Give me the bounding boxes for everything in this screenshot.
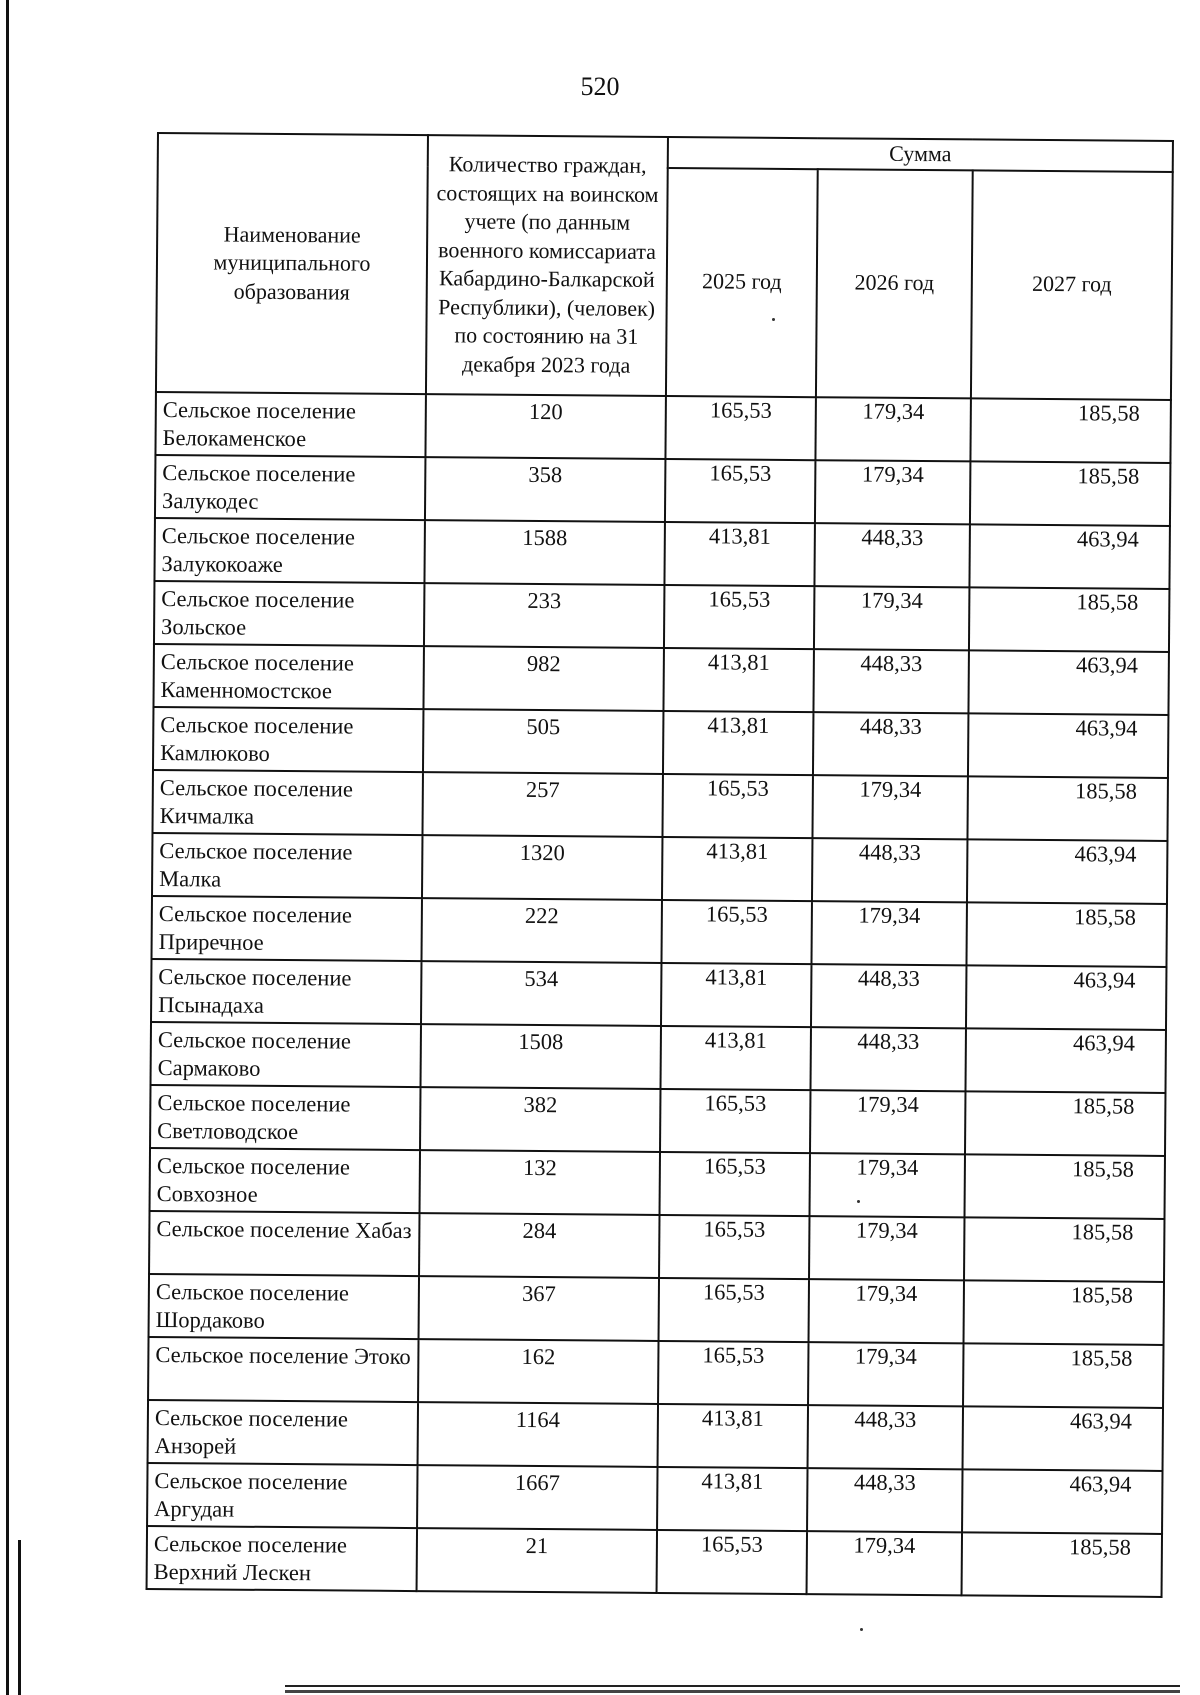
cell-2025: 413,81	[661, 962, 811, 1026]
table-row	[154, 580, 1169, 651]
cell-name: Сельское поселение Светловодское	[150, 1084, 420, 1149]
cell-2026: 179,34	[815, 397, 970, 461]
table-body	[147, 391, 1171, 1596]
cell-count: 257	[422, 772, 662, 837]
cell-count: 982	[423, 646, 663, 711]
header-count: Количество граждан, состоящих на воинском учете (по данным военного комиссариата Кабардино-Балкарской Республики), (человек) по состоянию на 31 декабря 2023 года	[426, 135, 668, 395]
scan-speck	[860, 1628, 863, 1631]
cell-name: Сельское поселение Псынадаха	[151, 958, 421, 1023]
cell-2027: 463,94	[965, 1028, 1166, 1093]
cell-2026: 448,33	[813, 712, 968, 776]
cell-2027: 185,58	[967, 776, 1168, 841]
scan-speck	[857, 1200, 860, 1203]
cell-2025: 165,53	[660, 1151, 810, 1215]
cell-count: 534	[421, 961, 661, 1026]
cell-2026: 448,33	[813, 649, 968, 713]
header-2025: 2025 год	[666, 168, 818, 397]
header-name: Наименование муниципального образования	[156, 133, 428, 394]
cell-name: Сельское поселение Зольское	[154, 580, 424, 645]
cell-2025: 165,53	[661, 899, 811, 963]
cell-name: Сельское поселение Аргудан	[147, 1462, 417, 1527]
data-table	[146, 132, 1174, 1597]
cell-2026: 179,34	[812, 775, 967, 839]
cell-2025: 413,81	[658, 1403, 808, 1467]
cell-name: Сельское поселение Залукодес	[155, 454, 425, 519]
cell-2025: 165,53	[665, 396, 815, 460]
cell-2027: 463,94	[969, 524, 1170, 589]
cell-2025: 165,53	[659, 1214, 809, 1278]
cell-2027: 185,58	[970, 398, 1171, 463]
cell-2026: 179,34	[808, 1342, 963, 1406]
table-row	[147, 1462, 1162, 1533]
cell-2027: 185,58	[962, 1532, 1163, 1597]
cell-2027: 185,58	[965, 1154, 1166, 1219]
cell-count: 284	[419, 1213, 659, 1278]
table-row	[149, 1210, 1164, 1281]
cell-2027: 463,94	[963, 1406, 1164, 1471]
cell-name: Сельское поселение Совхозное	[150, 1147, 420, 1212]
table-row	[152, 769, 1167, 840]
page-number: 520	[580, 72, 620, 101]
cell-2027: 185,58	[964, 1280, 1165, 1345]
table-row	[151, 1021, 1166, 1092]
cell-2026: 179,34	[809, 1279, 964, 1343]
cell-2026: 448,33	[812, 838, 967, 902]
table-row	[150, 1147, 1165, 1218]
cell-2026: 179,34	[815, 460, 970, 524]
cell-2027: 463,94	[967, 839, 1168, 904]
cell-2025: 165,53	[660, 1088, 810, 1152]
cell-2025: 413,81	[662, 836, 812, 900]
page-left-edge-line-lower	[18, 1540, 21, 1695]
cell-count: 120	[425, 394, 665, 459]
cell-2025: 413,81	[661, 1025, 811, 1089]
cell-2026: 179,34	[809, 1216, 964, 1280]
cell-2027: 463,94	[962, 1469, 1163, 1534]
header-2027: 2027 год	[971, 170, 1173, 400]
cell-count: 1508	[421, 1024, 661, 1089]
cell-2026: 179,34	[814, 586, 969, 650]
header-row	[158, 133, 1173, 171]
cell-count: 222	[422, 898, 662, 963]
table-container	[146, 132, 1172, 1597]
cell-2025: 413,81	[663, 647, 813, 711]
cell-count: 505	[423, 709, 663, 774]
cell-2027: 185,58	[963, 1343, 1164, 1408]
cell-name: Сельское поселение Этоко	[148, 1336, 418, 1401]
cell-count: 367	[419, 1276, 659, 1341]
cell-2025: 413,81	[664, 522, 814, 586]
cell-name: Сельское поселение Каменномостское	[153, 643, 423, 708]
table-row	[149, 1273, 1164, 1344]
cell-name: Сельское поселение Малка	[152, 832, 422, 897]
header-2026: 2026 год	[816, 169, 973, 398]
cell-2026: 448,33	[814, 523, 969, 587]
footer-rule	[285, 1685, 1180, 1687]
cell-2026: 448,33	[808, 1405, 963, 1469]
cell-2025: 165,53	[657, 1529, 807, 1593]
cell-count: 358	[425, 457, 665, 522]
cell-name: Сельское поселение Камлюково	[153, 706, 423, 771]
table-row	[148, 1336, 1163, 1407]
table-row	[152, 832, 1167, 903]
table-row	[148, 1399, 1163, 1470]
cell-2026: 179,34	[810, 1153, 965, 1217]
table-row	[155, 454, 1170, 525]
cell-count: 382	[420, 1087, 660, 1152]
cell-2027: 185,58	[965, 1091, 1166, 1156]
cell-2027: 185,58	[964, 1217, 1165, 1282]
cell-name: Сельское поселение Кичмалка	[152, 769, 422, 834]
cell-2027: 185,58	[970, 461, 1171, 526]
table-row	[155, 391, 1170, 462]
cell-name: Сельское поселение Хабаз	[149, 1210, 419, 1275]
cell-2027: 463,94	[968, 650, 1169, 715]
cell-2026: 448,33	[807, 1468, 962, 1532]
cell-count: 132	[420, 1150, 660, 1215]
table-row	[153, 706, 1168, 777]
cell-name: Сельское поселение Шордаково	[149, 1273, 419, 1338]
cell-2025: 165,53	[658, 1340, 808, 1404]
cell-2025: 413,81	[663, 710, 813, 774]
table-row	[153, 643, 1168, 714]
header-sum: Сумма	[668, 137, 1173, 171]
cell-name: Сельское поселение Верхний Лескен	[147, 1525, 417, 1590]
cell-2025: 165,53	[662, 773, 812, 837]
scan-speck	[772, 318, 775, 321]
cell-2027: 463,94	[968, 713, 1169, 778]
cell-2026: 179,34	[811, 901, 966, 965]
footer-rule	[285, 1690, 1180, 1693]
cell-2025: 165,53	[659, 1277, 809, 1341]
cell-2027: 463,94	[966, 965, 1167, 1030]
cell-count: 1164	[418, 1402, 658, 1467]
table-row	[154, 517, 1169, 588]
page-left-edge-line	[6, 0, 9, 1695]
cell-count: 233	[424, 583, 664, 648]
cell-2026: 179,34	[810, 1090, 965, 1154]
table-row	[151, 958, 1166, 1029]
cell-2026: 448,33	[811, 964, 966, 1028]
cell-2025: 165,53	[664, 584, 814, 648]
cell-2027: 185,58	[966, 902, 1167, 967]
table-row	[150, 1084, 1165, 1155]
cell-2025: 165,53	[665, 459, 815, 523]
cell-name: Сельское поселение Анзорей	[148, 1399, 418, 1464]
table-row	[147, 1525, 1162, 1596]
cell-2026: 448,33	[810, 1027, 965, 1091]
cell-name: Сельское поселение Сармаково	[151, 1021, 421, 1086]
cell-count: 162	[418, 1339, 658, 1404]
table-row	[152, 895, 1167, 966]
cell-count: 21	[417, 1528, 657, 1593]
cell-name: Сельское поселение Белокаменское	[155, 391, 425, 456]
cell-2026: 179,34	[807, 1531, 962, 1595]
cell-count: 1320	[422, 835, 662, 900]
cell-name: Сельское поселение Залукокоаже	[154, 517, 424, 582]
cell-2027: 185,58	[969, 587, 1170, 652]
cell-count: 1667	[417, 1465, 657, 1530]
cell-count: 1588	[424, 520, 664, 585]
cell-name: Сельское поселение Приречное	[152, 895, 422, 960]
cell-2025: 413,81	[657, 1466, 807, 1530]
